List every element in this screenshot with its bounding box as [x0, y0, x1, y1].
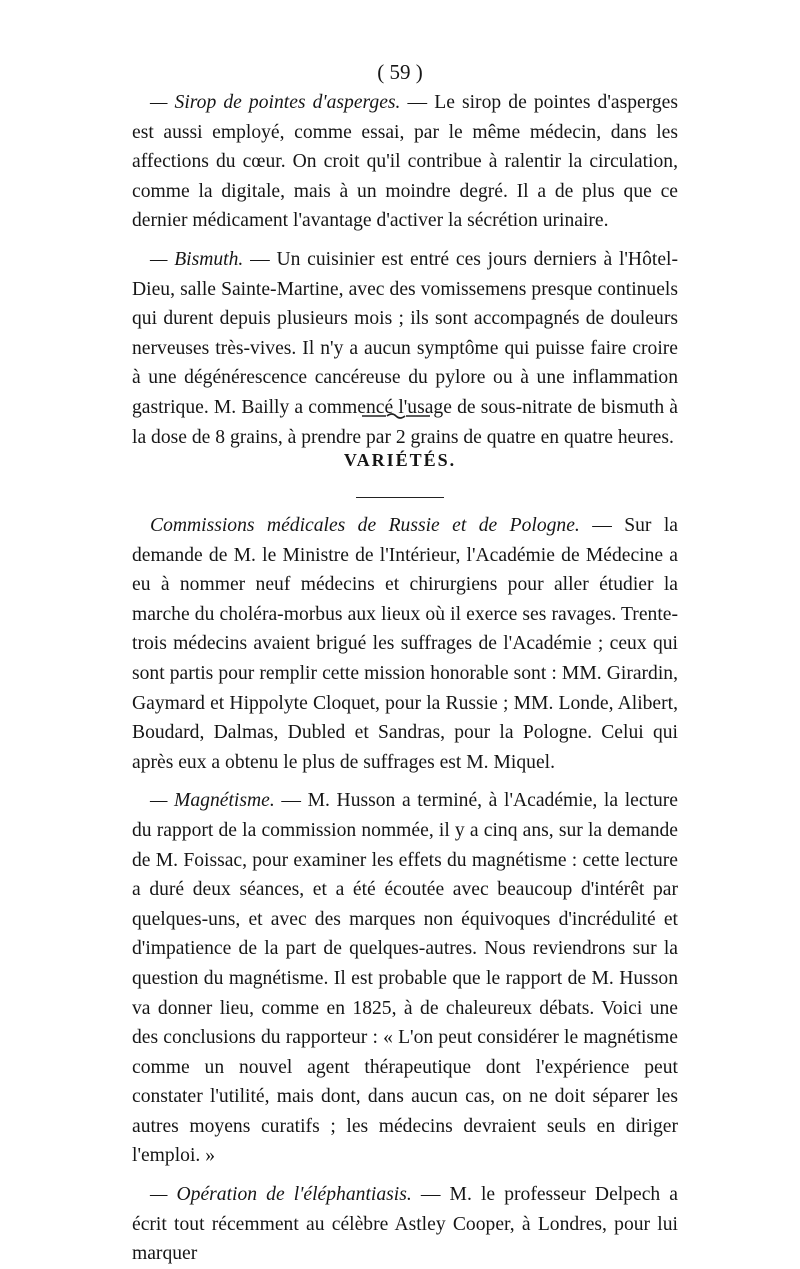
paragraph-text: — M. le professeur Delpech a écrit tout récemment au célèbre Astley Cooper, à Londres, pour lui marquer	[132, 1184, 678, 1265]
paragraph-elephantiasis	[132, 1180, 678, 1269]
paragraph-lead: — Sirop de pointes d'asperges.	[150, 92, 401, 113]
paragraph-magnetisme	[132, 786, 678, 1171]
page-number: ( 59 )	[377, 60, 423, 84]
top-section	[132, 88, 678, 452]
paragraph-bismuth	[132, 245, 678, 452]
paragraph-lead: — Magnétisme.	[150, 790, 275, 812]
varietes-section	[132, 511, 678, 1269]
ornament-divider	[360, 411, 432, 421]
section-title: VARIÉTÉS.	[343, 450, 457, 470]
title-rule	[356, 497, 444, 498]
paragraph-text: — Sur la demande de M. le Ministre de l'Intérieur, l'Académie de Médecine a eu à nommer neuf médecins et chirurgiens pour aller étudier la marche du choléra-morbus aux lieux où il exerce ses ravages. Trente-trois médecins avaient brigué les suffrages de l'Académie ; ceux qui sont partis pour remplir cette mission honorable sont : MM. Girardin, Gaymard et Hippolyte Cloquet, pour la Russie ; MM. Londe, Alibert, Boudard, Dalmas, Dubled et Sandras, pour la Pologne. Celui qui après eux a obtenu le plus de suffrages est M. Miquel.	[132, 515, 678, 773]
paragraph-text: — Le sirop de pointes d'asperges est aussi employé, comme essai, par le même médecin, dans les affections du cœur. On croit qu'il contribue à ralentir la circulation, comme la digitale, mais à un moindre degré. Il a de plus que ce dernier médicament l'avantage d'activer la sécrétion urinaire.	[132, 92, 678, 232]
paragraph-text: — Un cuisinier est entré ces jours derniers à l'Hôtel-Dieu, salle Sainte-Martine, avec des vomissemens presque continuels qui durent depuis plusieurs mois ; ils sont accompagnés de douleurs nerveuses très-vives. Il n'y a aucun symptôme qui puisse faire croire à une dégénérescence cancéreuse du pylore ou à une inflammation gastrique. M. Bailly a commencé l'usage de sous-nitrate de bismuth à la dose de 8 grains, à prendre par 2 grains de quatre en quatre heures.	[132, 248, 678, 448]
paragraph-commissions	[132, 511, 678, 777]
paragraph-text: — M. Husson a terminé, à l'Académie, la lecture du rapport de la commission nommée, il y a cinq ans, sur la demande de M. Foissac, pour examiner les effets du magnétisme : cette lecture a duré deux séances, et a été écoutée avec beaucoup d'intérêt par quelques-uns, et avec des marques non équivoques d'incrédulité et d'impatience de la part de quelques-autres. Nous reviendrons sur la question du magnétisme. Il est probable que le rapport de M. Husson va donner lieu, comme en 1825, à de chaleureux débats. Voici une des conclusions du rapporteur : « L'on peut considérer le magnétisme comme un nouvel agent thérapeutique dont l'expérience peut constater l'utilité, mais dont, dans aucun cas, on ne doit séparer les autres moyens curatifs ; les médecins devraient seuls en diriger l'emploi. »	[132, 790, 678, 1167]
paragraph-sirop	[132, 88, 678, 236]
paragraph-lead: — Bismuth.	[150, 248, 244, 270]
paragraph-lead: — Opération de l'éléphantiasis.	[150, 1184, 412, 1206]
paragraph-lead: Commissions médicales de Russie et de Pologne.	[150, 515, 580, 536]
